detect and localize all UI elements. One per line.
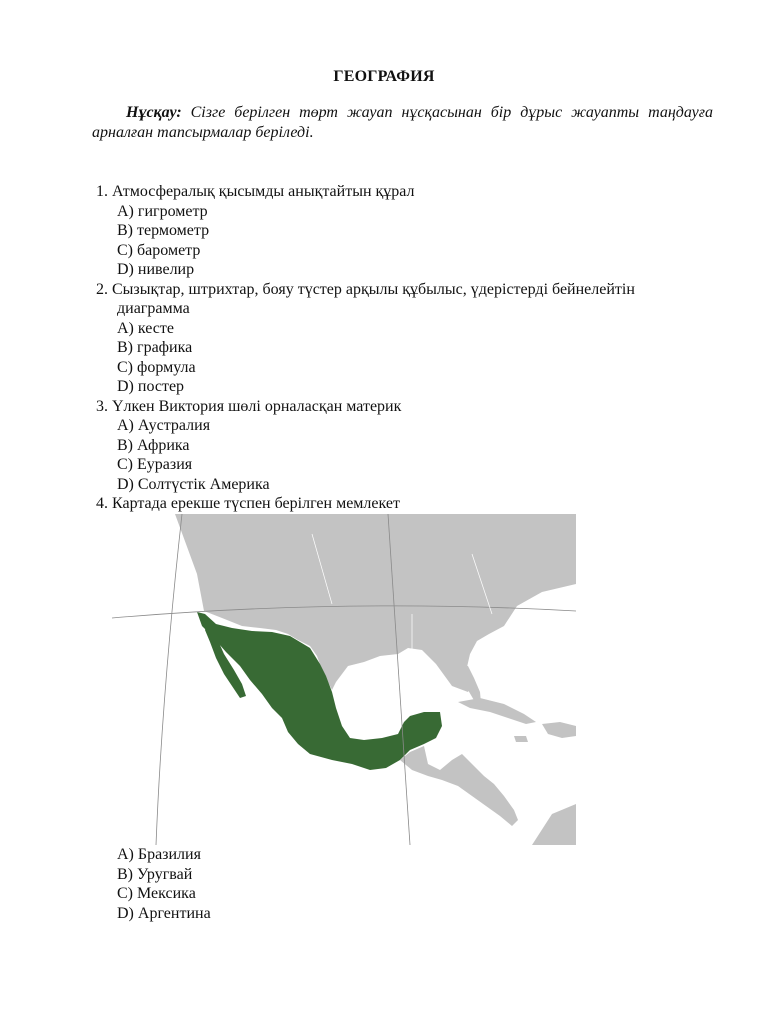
instruction-label: Нұсқау: <box>126 104 182 121</box>
q4-option-a: A) Бразилия <box>117 846 201 863</box>
q2-option-c: C) формула <box>117 358 196 376</box>
question-4-text: 4. Картада ерекше түспен берілген мемлекет <box>96 495 400 512</box>
question-list <box>96 182 736 514</box>
question-2-text-cont: диаграмма <box>117 300 190 317</box>
q1-option-c: C) барометр <box>117 241 201 259</box>
question-1-text: 1. Атмосфералық қысымды анықтайтын құрал <box>96 183 415 200</box>
q3-option-b: B) Африка <box>117 436 190 454</box>
q2-option-d: D) постер <box>117 378 185 395</box>
q2-option-a: A) кесте <box>117 319 174 337</box>
question-3-text: 3. Үлкен Виктория шөлі орналасқан материк <box>96 397 402 415</box>
q4-option-b: B) Уругвай <box>117 865 193 883</box>
jamaica-land <box>514 736 528 742</box>
instruction-text: Сізге берілген төрт жауап нұсқасынан бір дұрыс жауапты таңдауға арналған тапсырмалар беріледі. <box>92 104 713 141</box>
q3-option-c: C) Еуразия <box>117 456 193 473</box>
q2-option-b: B) графика <box>117 339 193 356</box>
q1-option-d: D) нивелир <box>117 261 195 278</box>
q1-option-b: B) термометр <box>117 222 210 239</box>
instruction-paragraph <box>92 103 713 143</box>
q1-option-a: A) гигрометр <box>117 202 208 220</box>
question-2-text: 2. Сызықтар, штрихтар, бояу түстер арқылы құбылыс, үдерістерді бейнелейтін <box>96 280 635 298</box>
q3-option-a: A) Аустралия <box>117 417 211 434</box>
q4-option-d: D) Аргентина <box>117 904 211 922</box>
q4-option-c: C) Мексика <box>117 885 196 902</box>
question-4-options <box>117 845 211 923</box>
q3-option-d: D) Солтүстік Америка <box>117 475 270 493</box>
map-image <box>112 514 576 845</box>
page-title: ГЕОГРАФИЯ <box>333 68 435 85</box>
